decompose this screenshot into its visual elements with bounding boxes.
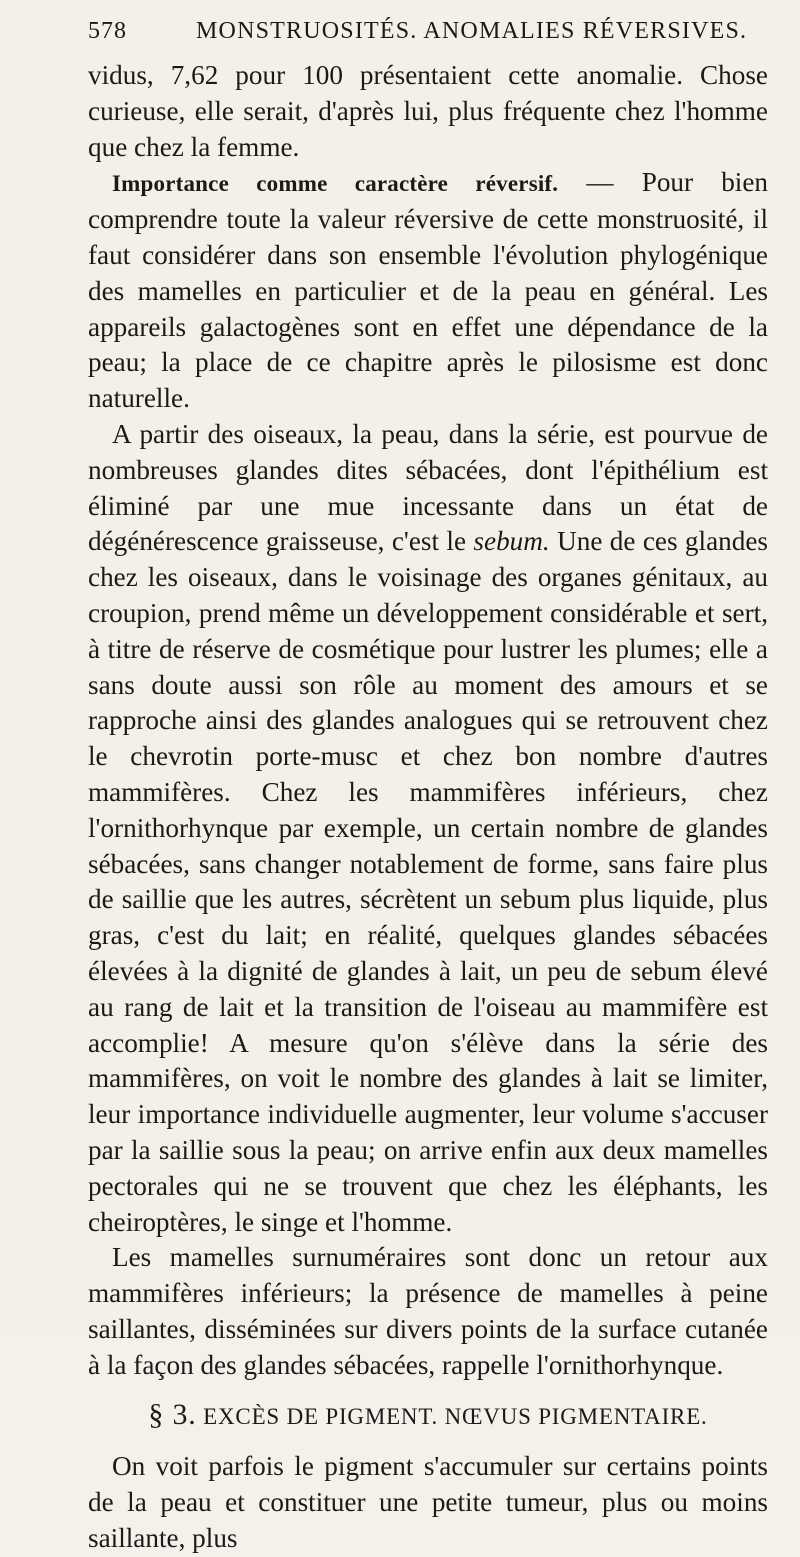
paragraph-2-text: — Pour bien comprendre toute la valeur réversive de cette monstruosité, il faut considérer dans son ensemble l'évolution phylogénique des mamelles en particulier et de la peau en général. Les appareils galactogènes sont en effet une dépendance de la peau; la place de ce chapitre après le pilosisme est donc naturelle. [88, 167, 768, 414]
section-mark: § 3. [148, 1398, 197, 1432]
paragraph-3 [88, 417, 768, 1240]
paragraph-1 [88, 58, 768, 165]
section-heading [88, 1397, 768, 1435]
section-title: EXCÈS DE PIGMENT. NŒVUS PIGMENTAIRE. [203, 1404, 708, 1430]
paragraph-5-text: On voit parfois le pigment s'accumuler sur certains points de la peau et constituer une petite tumeur, plus ou moins saillante, plus [88, 1451, 768, 1553]
paragraph-5 [88, 1449, 768, 1556]
paragraph-2 [88, 165, 768, 417]
paragraph-4 [88, 1240, 768, 1383]
page-number: 578 [88, 18, 127, 44]
body-text [88, 58, 768, 1557]
italic-term-sebum: sebum. [473, 526, 550, 557]
paragraph-1-text: vidus, 7,62 pour 100 présentaient cette anomalie. Chose curieuse, elle serait, d'après lui, plus fréquente chez l'homme que chez la femme. [88, 60, 768, 162]
page-header [88, 18, 768, 58]
paragraph-3-text-after: Une de ces glandes chez les oiseaux, dans le voisinage des organes génitaux, au croupion, prend même un développement considérable et sert, à titre de réserve de cosmétique pour lustrer les plumes; elle a sans doute aussi son rôle au moment des amours et se rapproche ainsi des glandes analogues qui se retrouvent chez le chevrotin porte-musc et chez bon nombre d'autres mammifères. Chez les mammifères inférieurs, chez l'ornithorhynque par exemple, un certain nombre de glandes sébacées, sans changer notablement de forme, sans faire plus de saillie que les autres, sécrètent un sebum plus liquide, plus gras, c'est du lait; en réalité, quelques glandes sébacées élevées à la dignité de glandes à lait, un peu de sebum élevé au rang de lait et la transition de l'oiseau au mammifère est accomplie! A mesure qu'on s'élève dans la série des mammifères, on voit le nombre des glandes à lait se limiter, leur importance individuelle augmenter, leur volume s'accuser par la saillie sous la peau; on arrive enfin aux deux mamelles pectorales qui ne se trouvent que chez les éléphants, les cheiroptères, le singe et l'homme. [88, 526, 768, 1237]
paragraph-3-text-before: A partir des oiseaux, la peau, dans la série, est pourvue de nombreuses glandes dites sébacées, dont l'épithélium est éliminé par une mue incessante dans un état de dégénérescence graisseuse, c'est le [88, 418, 768, 557]
run-in-heading: Importance comme caractère réversif. [112, 171, 559, 197]
running-title: MONSTRUOSITÉS. ANOMALIES RÉVERSIVES. [196, 18, 748, 44]
paragraph-4-text: Les mamelles surnuméraires sont donc un retour aux mammifères inférieurs; la présence de mamelles à peine saillantes, disséminées sur divers points de la surface cutanée à la façon des glandes sébacées, rappelle l'ornithorhynque. [88, 1242, 768, 1380]
